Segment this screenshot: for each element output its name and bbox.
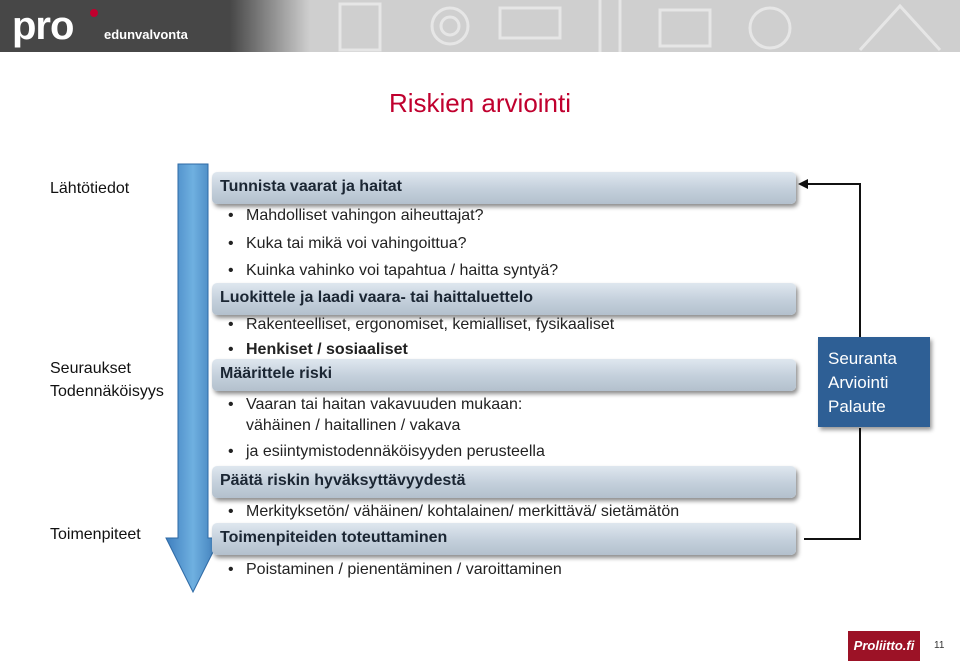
step-label-4: Päätä riskin hyväksyttävyydestä <box>220 472 466 489</box>
step-label-3: Määrittele riski <box>220 365 333 382</box>
bullet-text: • Vaaran tai haitan vakavuuden mukaan: <box>246 396 523 413</box>
label-lahtotiedot: Lähtötiedot <box>50 180 130 197</box>
header-fade <box>230 0 310 52</box>
step2-bullet-1 <box>228 315 614 335</box>
step5-bullet-1 <box>228 560 562 580</box>
bullet-text: • Merkityksetön/ vähäinen/ kohtalainen/ merkittävä/ sietämätön <box>246 503 680 520</box>
label-todennakoisyys: Todennäköisyys <box>50 383 164 400</box>
step2-bullet-2 <box>228 340 408 360</box>
step3-bullet-1-continuation: vähäinen / haitallinen / vakava <box>246 417 461 434</box>
feedback-line-2: Arviointi <box>828 373 889 392</box>
header-banner <box>0 0 960 52</box>
bullet-text: • Mahdolliset vahingon aiheuttajat? <box>246 207 484 224</box>
bullet-text: • Rakenteelliset, ergonomiset, kemialliset, fysikaaliset <box>246 316 615 333</box>
page-title: Riskien arviointi <box>388 88 572 118</box>
step3-bullet-1 <box>228 395 522 415</box>
pro-logo: pro <box>12 4 74 48</box>
step1-bullet-2 <box>228 234 467 254</box>
step3-bullet-2 <box>228 442 545 462</box>
step4-bullet-1 <box>228 502 679 522</box>
proliitto-logo[interactable]: Proliitto.fi <box>848 631 920 661</box>
bullet-text: • Kuka tai mikä voi vahingoittua? <box>246 235 467 252</box>
header-decoration-icon <box>300 0 960 52</box>
step-label-2: Luokittele ja laadi vaara- tai haittaluettelo <box>220 289 533 306</box>
logo-dot <box>90 9 98 17</box>
label-seuraukset: Seuraukset <box>50 360 131 377</box>
page-number: 11 <box>934 640 945 651</box>
feedback-line-3: Palaute <box>828 397 886 416</box>
bullet-text: • ja esiintymistodennäköisyyden perusteella <box>246 443 545 460</box>
step-label-5: Toimenpiteiden toteuttaminen <box>220 529 448 546</box>
step1-bullet-1 <box>228 206 484 226</box>
bullet-text: • Poistaminen / pienentäminen / varoittaminen <box>246 561 562 578</box>
header-subtitle: edunvalvonta <box>104 27 188 42</box>
label-toimenpiteet: Toimenpiteet <box>50 526 141 543</box>
step1-bullet-3 <box>228 261 558 281</box>
feedback-line-1: Seuranta <box>828 349 897 368</box>
feedback-box <box>818 337 930 427</box>
bullet-text: • Kuinka vahinko voi tapahtua / haitta syntyä? <box>246 262 559 279</box>
bullet-text: • Henkiset / sosiaaliset <box>246 341 408 358</box>
step-label-1: Tunnista vaarat ja haitat <box>220 178 402 195</box>
